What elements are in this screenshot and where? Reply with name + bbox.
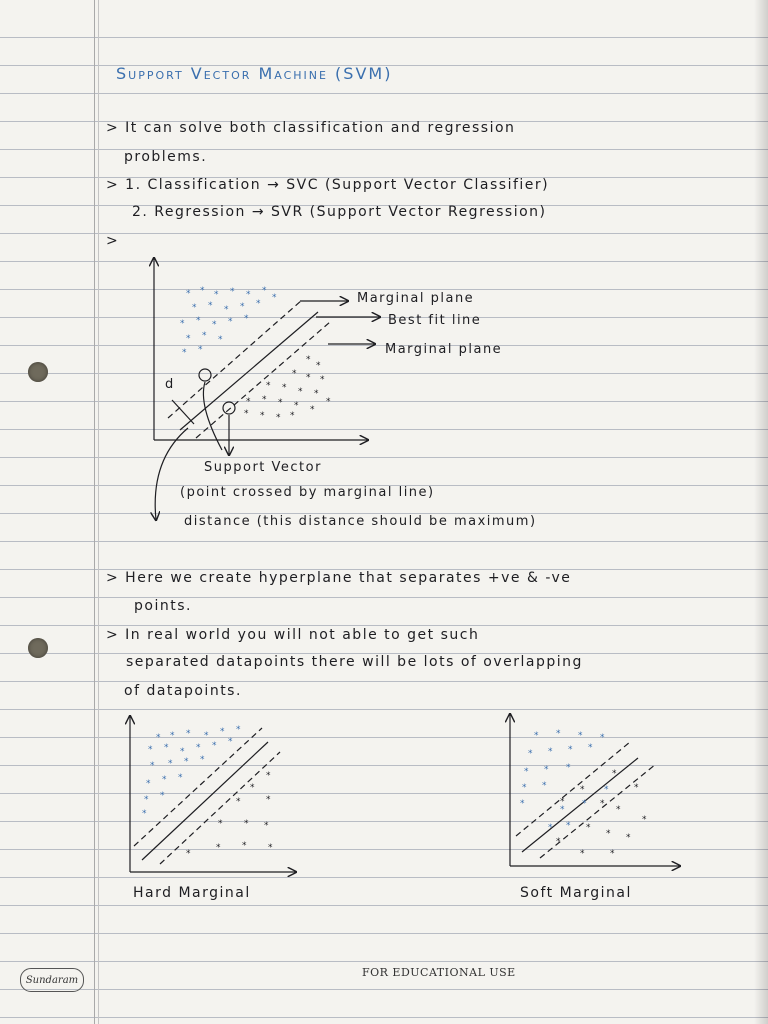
d1-support-vector-2 bbox=[223, 402, 235, 414]
svg-text:*: * bbox=[218, 819, 223, 829]
svg-text:*: * bbox=[196, 743, 201, 753]
svg-text:*: * bbox=[144, 795, 149, 805]
svg-text:*: * bbox=[186, 289, 191, 299]
page-title: Support Vector Machine (SVM) bbox=[116, 64, 393, 83]
svg-text:*: * bbox=[244, 409, 249, 419]
svg-text:*: * bbox=[282, 383, 287, 393]
svg-text:*: * bbox=[168, 759, 173, 769]
svg-text:*: * bbox=[534, 731, 539, 741]
marginal-plane-top-label: Marginal plane bbox=[357, 291, 475, 306]
d3-hyperplane bbox=[522, 758, 638, 852]
note-line-1: > It can solve both classification and regression bbox=[106, 120, 516, 136]
svg-text:*: * bbox=[310, 405, 315, 415]
svg-text:*: * bbox=[586, 823, 591, 833]
svg-text:*: * bbox=[246, 290, 251, 300]
svg-text:*: * bbox=[544, 765, 549, 775]
svg-text:*: * bbox=[256, 299, 261, 309]
svg-text:*: * bbox=[242, 841, 247, 851]
svg-text:*: * bbox=[278, 398, 283, 408]
svg-text:*: * bbox=[612, 769, 617, 779]
svg-text:*: * bbox=[192, 303, 197, 313]
svg-text:*: * bbox=[266, 795, 271, 805]
svg-text:*: * bbox=[216, 843, 221, 853]
svg-text:*: * bbox=[214, 290, 219, 300]
svg-text:*: * bbox=[626, 833, 631, 843]
svg-text:*: * bbox=[542, 781, 547, 791]
d2-negative-points bbox=[186, 771, 273, 859]
support-vector-note: (point crossed by marginal line) bbox=[180, 485, 435, 500]
svg-text:*: * bbox=[290, 411, 295, 421]
svg-text:*: * bbox=[560, 797, 565, 807]
svg-text:*: * bbox=[266, 381, 271, 391]
svg-text:*: * bbox=[276, 413, 281, 423]
svg-text:*: * bbox=[316, 361, 321, 371]
svg-text:*: * bbox=[228, 737, 233, 747]
svg-text:*: * bbox=[292, 369, 297, 379]
svg-text:*: * bbox=[244, 819, 249, 829]
svg-text:*: * bbox=[236, 725, 241, 735]
support-vector-label: Support Vector bbox=[204, 460, 322, 475]
svg-text:*: * bbox=[186, 334, 191, 344]
note-line-2: > 1. Classification → SVC (Support Vector Classifier) bbox=[106, 177, 550, 193]
svg-text:*: * bbox=[520, 799, 525, 809]
svg-text:*: * bbox=[164, 743, 169, 753]
note-line-5-cont: points. bbox=[134, 598, 192, 614]
svg-text:*: * bbox=[260, 411, 265, 421]
svg-text:*: * bbox=[200, 755, 205, 765]
note-line-4-bullet: > bbox=[106, 233, 120, 249]
svg-text:*: * bbox=[156, 733, 161, 743]
svg-text:*: * bbox=[160, 791, 165, 801]
svg-text:*: * bbox=[148, 745, 153, 755]
svg-text:*: * bbox=[294, 401, 299, 411]
footer-text: FOR EDUCATIONAL USE bbox=[362, 966, 516, 979]
svg-text:*: * bbox=[560, 805, 565, 815]
svg-text:*: * bbox=[606, 829, 611, 839]
svg-text:*: * bbox=[298, 387, 303, 397]
svg-text:*: * bbox=[246, 397, 251, 407]
svg-text:*: * bbox=[200, 286, 205, 296]
svg-text:*: * bbox=[180, 747, 185, 757]
svg-text:*: * bbox=[610, 849, 615, 859]
d1-negative-points bbox=[244, 355, 331, 423]
svg-text:*: * bbox=[262, 395, 267, 405]
svg-text:*: * bbox=[262, 286, 267, 296]
svg-text:*: * bbox=[202, 331, 207, 341]
svg-text:*: * bbox=[250, 783, 255, 793]
svg-text:*: * bbox=[604, 785, 609, 795]
svg-text:*: * bbox=[212, 741, 217, 751]
svg-text:*: * bbox=[528, 749, 533, 759]
svg-text:*: * bbox=[588, 743, 593, 753]
svg-text:*: * bbox=[224, 305, 229, 315]
svg-text:*: * bbox=[162, 775, 167, 785]
svg-text:*: * bbox=[548, 747, 553, 757]
d1-distance-marker bbox=[172, 400, 194, 424]
svg-text:*: * bbox=[186, 729, 191, 739]
svg-text:*: * bbox=[582, 799, 587, 809]
note-line-1-cont: problems. bbox=[124, 149, 208, 165]
svg-text:*: * bbox=[150, 761, 155, 771]
note-line-6-cont2: of datapoints. bbox=[124, 683, 242, 699]
d3-margin-upper bbox=[516, 742, 630, 836]
svg-text:*: * bbox=[634, 783, 639, 793]
svg-text:*: * bbox=[170, 731, 175, 741]
note-line-6-cont: separated datapoints there will be lots of overlapping bbox=[126, 654, 583, 670]
brand-logo: Sundaram bbox=[20, 968, 84, 992]
svg-text:*: * bbox=[142, 809, 147, 819]
distance-d-label: d bbox=[165, 377, 175, 392]
svg-text:*: * bbox=[306, 355, 311, 365]
d1-distance-curve-arrow bbox=[155, 428, 188, 520]
svg-text:*: * bbox=[186, 849, 191, 859]
svg-text:*: * bbox=[556, 729, 561, 739]
svg-text:*: * bbox=[198, 345, 203, 355]
svg-text:*: * bbox=[578, 731, 583, 741]
svg-text:*: * bbox=[204, 731, 209, 741]
d1-positive-points bbox=[180, 286, 277, 358]
svg-text:*: * bbox=[556, 837, 561, 847]
svg-text:*: * bbox=[524, 767, 529, 777]
svg-text:*: * bbox=[314, 389, 319, 399]
svg-text:*: * bbox=[600, 733, 605, 743]
svg-text:*: * bbox=[196, 316, 201, 326]
d2-hyperplane bbox=[142, 742, 268, 860]
svg-text:*: * bbox=[548, 823, 553, 833]
svg-text:*: * bbox=[566, 821, 571, 831]
svg-text:*: * bbox=[580, 785, 585, 795]
note-line-5: > Here we create hyperplane that separates +ve & -ve bbox=[106, 570, 572, 586]
d2-positive-points bbox=[142, 725, 241, 819]
svg-text:*: * bbox=[220, 727, 225, 737]
svg-text:*: * bbox=[212, 320, 217, 330]
note-line-3: 2. Regression → SVR (Support Vector Regression) bbox=[132, 204, 547, 220]
svg-text:*: * bbox=[230, 287, 235, 297]
best-fit-line-label: Best fit line bbox=[388, 313, 482, 328]
svg-text:*: * bbox=[146, 779, 151, 789]
svg-text:*: * bbox=[566, 763, 571, 773]
svg-text:*: * bbox=[178, 773, 183, 783]
svg-text:*: * bbox=[236, 797, 241, 807]
hard-margin-label: Hard Marginal bbox=[133, 885, 251, 901]
soft-margin-label: Soft Marginal bbox=[520, 885, 632, 901]
svg-text:*: * bbox=[240, 302, 245, 312]
note-line-6: > In real world you will not able to get such bbox=[106, 627, 480, 643]
svg-text:*: * bbox=[580, 849, 585, 859]
svg-text:*: * bbox=[568, 745, 573, 755]
d1-support-vector-1 bbox=[199, 369, 211, 381]
svg-text:*: * bbox=[180, 319, 185, 329]
svg-text:*: * bbox=[600, 799, 605, 809]
svg-text:*: * bbox=[218, 335, 223, 345]
svg-text:*: * bbox=[642, 815, 647, 825]
svg-text:*: * bbox=[320, 375, 325, 385]
svg-text:*: * bbox=[616, 805, 621, 815]
svg-text:*: * bbox=[326, 397, 331, 407]
svg-text:*: * bbox=[244, 314, 249, 324]
distance-note: distance (this distance should be maximum) bbox=[184, 514, 537, 529]
marginal-plane-bottom-label: Marginal plane bbox=[385, 342, 503, 357]
svg-text:*: * bbox=[264, 821, 269, 831]
svg-text:*: * bbox=[268, 843, 273, 853]
svg-text:*: * bbox=[182, 348, 187, 358]
svg-text:*: * bbox=[306, 373, 311, 383]
svg-text:*: * bbox=[272, 293, 277, 303]
svg-text:*: * bbox=[522, 783, 527, 793]
svg-text:*: * bbox=[228, 317, 233, 327]
svg-text:*: * bbox=[208, 301, 213, 311]
svg-text:*: * bbox=[266, 771, 271, 781]
svg-text:*: * bbox=[184, 757, 189, 767]
